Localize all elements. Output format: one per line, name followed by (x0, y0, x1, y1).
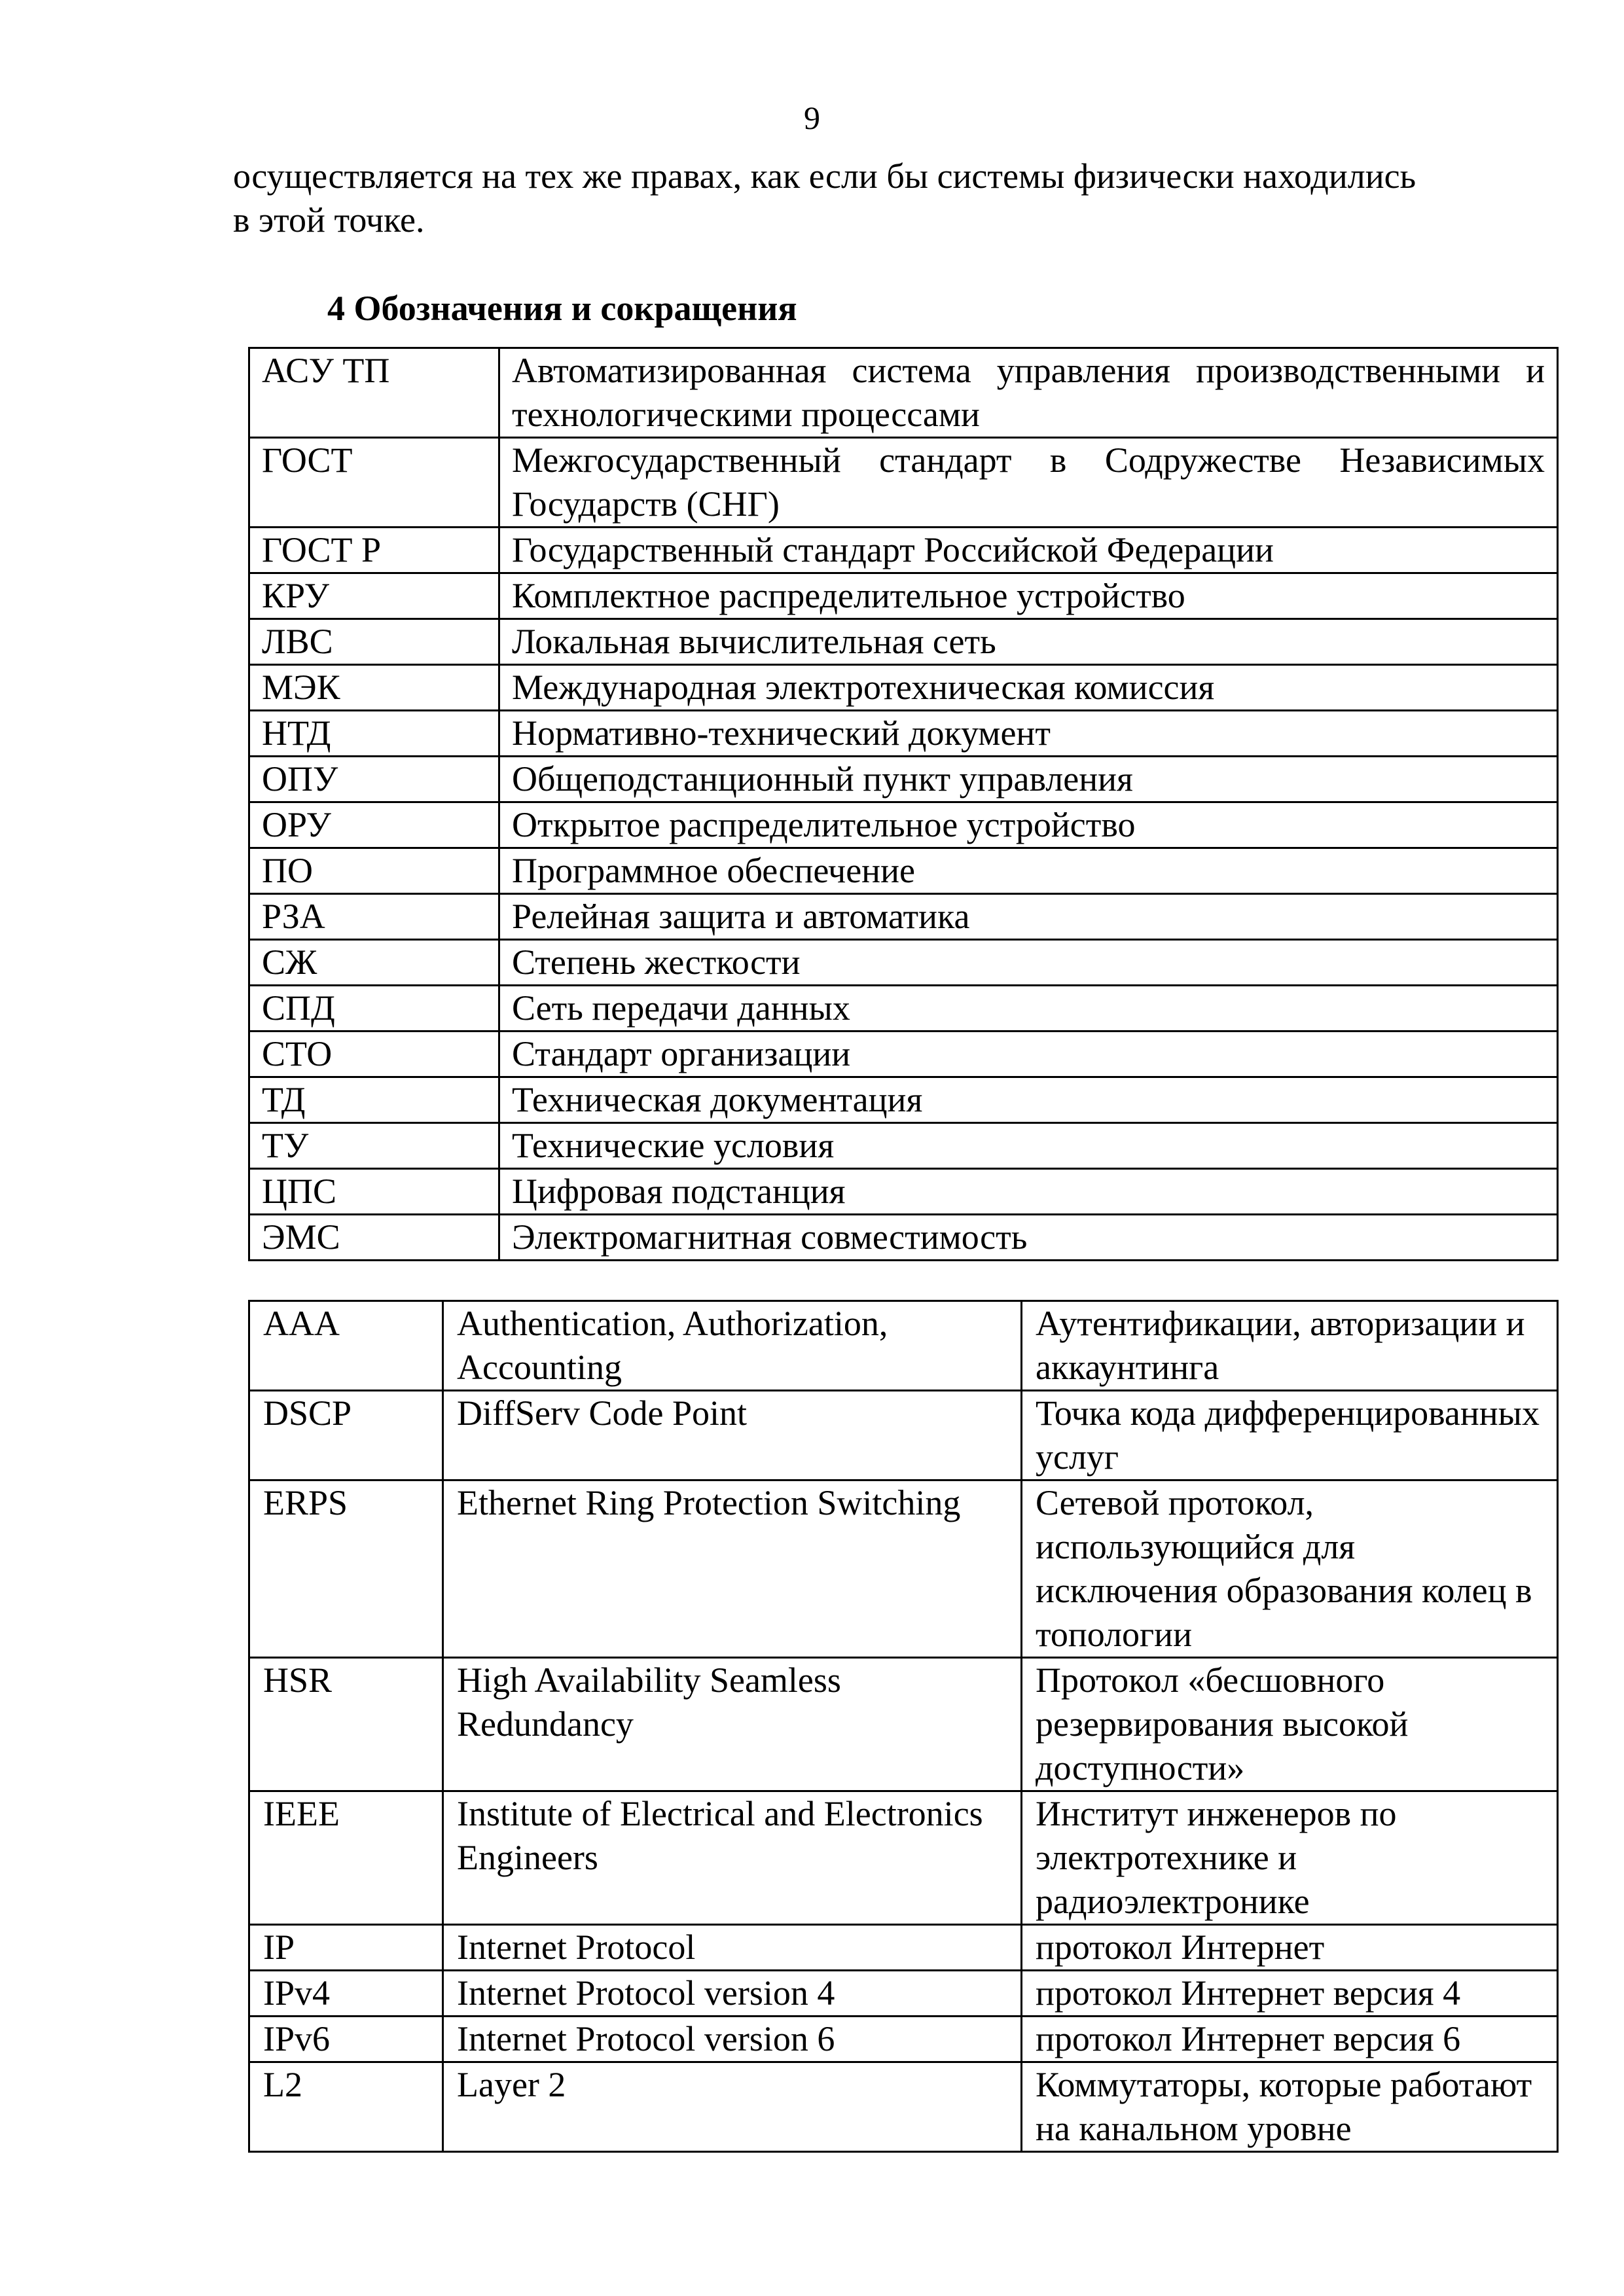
table-row (249, 1925, 1558, 1971)
abbreviation-cell: ТД (249, 1077, 499, 1123)
abbreviation-cell: МЭК (249, 665, 499, 711)
definition-cell: Межгосударственный стандарт в Содружестве Независимых Государств (СНГ) (499, 438, 1558, 528)
table-row (249, 1031, 1558, 1077)
english-term-cell: DiffServ Code Point (443, 1391, 1022, 1480)
table-row (249, 848, 1558, 894)
abbreviation-cell: РЗА (249, 894, 499, 940)
table-row (249, 1480, 1558, 1658)
definition-cell: Техническая документация (499, 1077, 1558, 1123)
abbreviation-cell: ЦПС (249, 1169, 499, 1215)
table-row (249, 894, 1558, 940)
table-row (249, 348, 1558, 438)
abbreviation-cell: ГОСТ Р (249, 528, 499, 573)
table-row (249, 1123, 1558, 1169)
abbreviation-cell: СЖ (249, 940, 499, 986)
abbreviation-cell: L2 (249, 2062, 443, 2152)
section-heading: 4 Обозначения и сокращения (327, 289, 797, 328)
abbreviations-table-ru (248, 347, 1559, 1261)
table-row (249, 573, 1558, 619)
table-row (249, 1301, 1558, 1391)
table-row (249, 757, 1558, 802)
table-row (249, 802, 1558, 848)
russian-term-cell: Институт инженеров по электротехнике и радиоэлектронике (1022, 1791, 1558, 1925)
english-term-cell: Institute of Electrical and Electronics Engineers (443, 1791, 1022, 1925)
definition-cell: Степень жесткости (499, 940, 1558, 986)
abbreviation-cell: AAA (249, 1301, 443, 1391)
abbreviation-cell: ОПУ (249, 757, 499, 802)
english-term-cell: High Availability Seamless Redundancy (443, 1658, 1022, 1791)
abbreviation-cell: ГОСТ (249, 438, 499, 528)
definition-cell: Сеть передачи данных (499, 986, 1558, 1031)
definition-cell: Автоматизированная система управления производственными и технологическими процессами (499, 348, 1558, 438)
abbreviations-table-en (248, 1300, 1559, 2153)
table-row (249, 711, 1558, 757)
definition-cell: Электромагнитная совместимость (499, 1215, 1558, 1261)
english-term-cell: Internet Protocol (443, 1925, 1022, 1971)
definition-cell: Релейная защита и автоматика (499, 894, 1558, 940)
abbreviations-table-en-body (249, 1301, 1558, 2152)
russian-term-cell: Точка кода дифференцированных услуг (1022, 1391, 1558, 1480)
definition-cell: Государственный стандарт Российской Федерации (499, 528, 1558, 573)
english-term-cell: Ethernet Ring Protection Switching (443, 1480, 1022, 1658)
definition-cell: Нормативно-технический документ (499, 711, 1558, 757)
table-row (249, 665, 1558, 711)
abbreviation-cell: КРУ (249, 573, 499, 619)
intro-line: осуществляется на тех же правах, как если бы системы физически находились (233, 156, 1416, 196)
abbreviation-cell: ПО (249, 848, 499, 894)
table-row (249, 1169, 1558, 1215)
table-row (249, 2062, 1558, 2152)
intro-paragraph (233, 154, 1536, 242)
table-row (249, 1215, 1558, 1261)
definition-cell: Международная электротехническая комиссия (499, 665, 1558, 711)
abbreviation-cell: IPv4 (249, 1971, 443, 2017)
abbreviation-cell: HSR (249, 1658, 443, 1791)
abbreviation-cell: СТО (249, 1031, 499, 1077)
table-row (249, 1077, 1558, 1123)
abbreviation-cell: СПД (249, 986, 499, 1031)
russian-term-cell: Протокол «бесшовного резервирования высокой доступности» (1022, 1658, 1558, 1791)
table-row (249, 940, 1558, 986)
definition-cell: Технические условия (499, 1123, 1558, 1169)
abbreviation-cell: ЭМС (249, 1215, 499, 1261)
russian-term-cell: протокол Интернет версия 4 (1022, 1971, 1558, 2017)
abbreviation-cell: DSCP (249, 1391, 443, 1480)
definition-cell: Локальная вычислительная сеть (499, 619, 1558, 665)
abbreviation-cell: НТД (249, 711, 499, 757)
russian-term-cell: Коммутаторы, которые работают на канальном уровне (1022, 2062, 1558, 2152)
english-term-cell: Authentication, Authorization, Accounting (443, 1301, 1022, 1391)
russian-term-cell: протокол Интернет версия 6 (1022, 2017, 1558, 2062)
table-row (249, 1791, 1558, 1925)
definition-cell: Программное обеспечение (499, 848, 1558, 894)
table-row (249, 1971, 1558, 2017)
definition-cell: Комплектное распределительное устройство (499, 573, 1558, 619)
abbreviation-cell: ЛВС (249, 619, 499, 665)
abbreviation-cell: АСУ ТП (249, 348, 499, 438)
abbreviation-cell: IEEE (249, 1791, 443, 1925)
russian-term-cell: Аутентификации, авторизации и аккаунтинга (1022, 1301, 1558, 1391)
definition-cell: Общеподстанционный пункт управления (499, 757, 1558, 802)
abbreviation-cell: ERPS (249, 1480, 443, 1658)
table-row (249, 619, 1558, 665)
definition-cell: Цифровая подстанция (499, 1169, 1558, 1215)
definition-cell: Стандарт организации (499, 1031, 1558, 1077)
table-row (249, 1658, 1558, 1791)
definition-cell: Открытое распределительное устройство (499, 802, 1558, 848)
english-term-cell: Internet Protocol version 4 (443, 1971, 1022, 2017)
table-row (249, 986, 1558, 1031)
english-term-cell: Internet Protocol version 6 (443, 2017, 1022, 2062)
table-row (249, 2017, 1558, 2062)
page-number: 9 (804, 99, 820, 136)
intro-line: в этой точке. (233, 200, 425, 240)
abbreviation-cell: IPv6 (249, 2017, 443, 2062)
abbreviation-cell: ТУ (249, 1123, 499, 1169)
table-row (249, 438, 1558, 528)
english-term-cell: Layer 2 (443, 2062, 1022, 2152)
table-row (249, 528, 1558, 573)
russian-term-cell: протокол Интернет (1022, 1925, 1558, 1971)
russian-term-cell: Сетевой протокол, использующийся для исключения образования колец в топологии (1022, 1480, 1558, 1658)
abbreviation-cell: IP (249, 1925, 443, 1971)
table-row (249, 1391, 1558, 1480)
abbreviations-table-ru-body (249, 348, 1558, 1261)
abbreviation-cell: ОРУ (249, 802, 499, 848)
